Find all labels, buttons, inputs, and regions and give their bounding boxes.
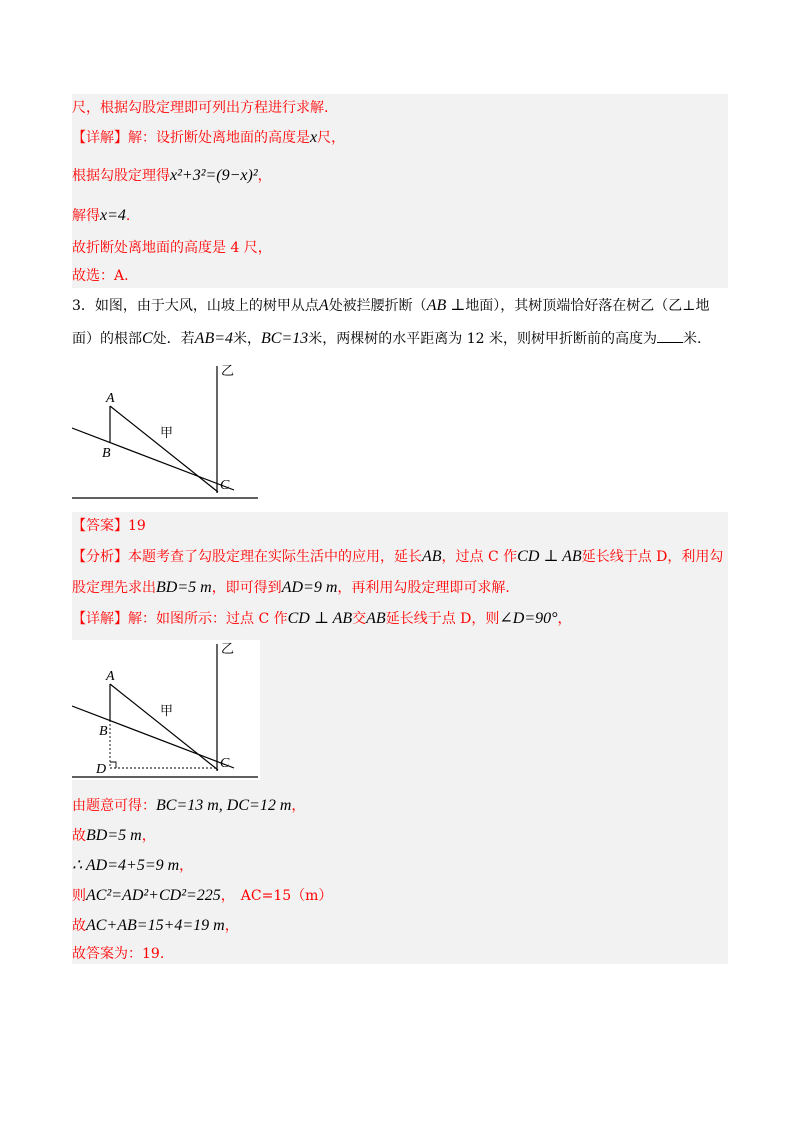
prev-analysis-tail: 尺，根据勾股定理即可列出方程进行求解. (72, 100, 329, 116)
analysis-line-1: 【分析】本题考查了勾股定理在实际生活中的应用，延长AB，过点 C 作CD ⊥ AB延长线于点 D，利用勾 (72, 548, 724, 565)
solution-step-2: 故BD=5 m， (72, 827, 156, 844)
answer-blank (657, 328, 683, 343)
label-B: B (99, 724, 108, 739)
figure-2 (72, 640, 260, 780)
label-C: C (220, 756, 230, 771)
prev-detail-line: 【详解】解：设折断处离地面的高度是x尺， (72, 129, 346, 146)
solution-step-5: 故AC+AB=15+4=19 m， (72, 917, 239, 934)
answer-value: 19 (128, 518, 146, 534)
label-jia: 甲 (160, 704, 174, 719)
prev-solve-line: 解得x=4. (72, 207, 131, 224)
prev-conclusion: 故折断处离地面的高度是 4 尺， (72, 240, 272, 256)
analysis-line-2: 股定理先求出BD=5 m，即可得到AD=9 m，再利用勾股定理即可求解. (72, 579, 510, 596)
question-line-2: 面）的根部C处．若AB=4米，BC=13米，两棵树的水平距离为 12 米，则树甲折断前的高度为 米. (72, 330, 702, 347)
detail-line: 【详解】解：如图所示：过点 C 作CD ⊥ AB交AB延长线于点 D，则∠D=90°， (72, 610, 572, 627)
final-answer: 故答案为：19. (72, 946, 165, 962)
prev-choice: 故选：A. (72, 268, 129, 284)
right-angle-mark (110, 762, 116, 768)
label-C: C (220, 478, 230, 493)
slope-line (72, 706, 234, 768)
label-yi: 乙 (221, 364, 235, 379)
prev-solution-block (72, 94, 728, 288)
label-B: B (102, 446, 111, 461)
prev-equation: x²+3²=(9−x)² (170, 167, 258, 184)
label-jia: 甲 (160, 426, 174, 441)
solution-step-4: 则AC²=AD²+CD²=225， AC=15（m） (72, 887, 333, 904)
slope-line (72, 428, 234, 490)
label-A: A (106, 391, 115, 406)
label-D: D (96, 762, 107, 777)
prev-equation-line: 根据勾股定理得x²+3²=(9−x)²， (72, 167, 272, 184)
question-line-1: 3．如图，由于大风，山坡上的树甲从点A处被拦腰折断（AB ⊥地面），其树顶端恰好落在树乙（乙⊥地 (72, 297, 710, 314)
answer-line: 【答案】19 (72, 518, 146, 534)
label-A: A (106, 669, 115, 684)
figure-1 (72, 362, 272, 504)
solution-step-3: ∴ AD=4+5=9 m， (72, 857, 194, 874)
label-yi: 乙 (221, 642, 235, 657)
solution-step-1: 由题意可得：BC=13 m, DC=12 m， (72, 797, 306, 814)
